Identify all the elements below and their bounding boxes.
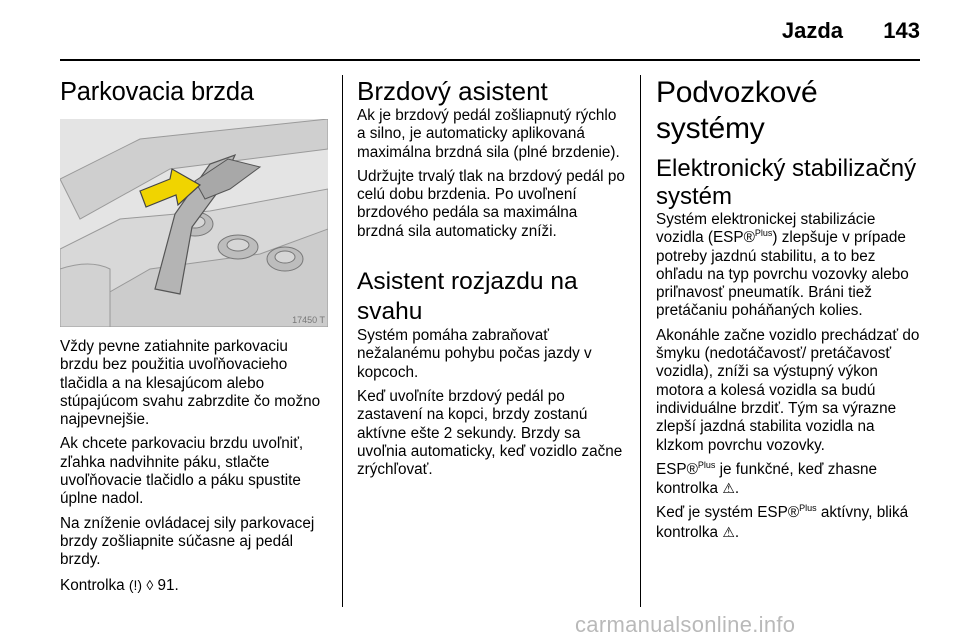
- section-title-chassis-systems: Podvozkové systémy: [656, 76, 818, 145]
- watermark: carmanualsonline.info: [575, 612, 796, 637]
- section-title-esp: Elektronický stabilizačný systém: [656, 155, 917, 210]
- section-title-hill-start-assist: Asistent rozjazdu na svahu: [357, 268, 578, 326]
- parking-brake-lever-drawing: [60, 119, 328, 327]
- figure-number: 17450 T: [292, 315, 325, 325]
- column-parking-brake: [60, 73, 328, 601]
- paragraph: Ak chcete parkovaciu brzdu uvoľniť, zľahka nadvihnite páku, stlačte uvoľňovacie tlačidlo a páku spustite úplne nadol.: [60, 435, 304, 508]
- page-number: 143: [883, 18, 920, 43]
- esp-warning-light-icon: ⚠: [722, 523, 735, 540]
- esp-warning-light-icon: ⚠: [722, 480, 735, 497]
- paragraph-esp-active: Keď je systém ESP®$^{Plus}$ aktívny, bliká kontrolka ⚠.: [656, 503, 909, 541]
- section-title-brake-assist: Brzdový asistent: [357, 76, 548, 106]
- paragraph: Systém pomáha zabraňovať nežalanému pohybu počas jazdy v kopcoch.: [357, 327, 592, 381]
- header-rule: [60, 59, 920, 61]
- section-title-parking-brake: Parkovacia brzda: [60, 78, 254, 106]
- parking-brake-illustration: [60, 119, 328, 327]
- paragraph-esp-off: ESP®$^{Plus}$ je funkčné, keď zhasne kontrolka ⚠.: [656, 459, 878, 498]
- paragraph: Keď uvoľníte brzdový pedál po zastavení na kopci, brzdy zostanú aktívne ešte 2 sekundy. Brzdy sa uvoľnia automaticky, keď vozidlo začne zrýchľovať.: [357, 387, 623, 479]
- paragraph: Udržujte trvalý tlak na brzdový pedál po celú dobu brzdenia. Po uvoľnení brzdového pedála sa maximálna brzdná sila automaticky zníži.: [357, 167, 625, 240]
- paragraph: Akonáhle začne vozidlo prechádzať do šmyku (nedotáčavosť/ pretáčavosť vozidla), zníži sa výstupný výkon motora a kolesá vozidla sa budú individuálne brzdiť. Tým sa výrazne zlepší jazdná stabilita vozidla na klzkom povrchu vozovky.: [656, 326, 920, 454]
- paragraph: Ak je brzdový pedál zošliapnutý rýchlo a silno, je automaticky aplikovaná maximálna brzdná sila (plné brzdenie).: [357, 107, 620, 161]
- column-separator-1: [342, 75, 343, 607]
- column-brake-assist: [357, 73, 625, 485]
- page-header-section: Jazda: [781, 18, 843, 43]
- column-separator-2: [640, 75, 641, 607]
- paragraph-esp-intro: Systém elektronickej stabilizácie vozidla (ESP®$^{Plus}$) zlepšuje v prípade potreby jazdnú stabilitu, a to bez ohľadu na typ povrchu vozovky alebo priľnavosť pneumatík. Bráni tiež pretáčaniu poháňaných kolies.: [656, 211, 909, 320]
- paragraph-warning-light: Kontrolka (!) ◊ 91.: [60, 576, 179, 594]
- paragraph: Na zníženie ovládacej sily parkovacej brzdy zošliapnite súčasne aj pedál brzdy.: [60, 514, 315, 569]
- paragraph: Vždy pevne zatiahnite parkovaciu brzdu bez použitia uvoľňovacieho tlačidla a na klesajúcom alebo stúpajúcom svahu zabrzdite čo možno najpevnejšie.: [60, 338, 321, 429]
- column-chassis-systems: [656, 73, 924, 548]
- brake-warning-light-icon: (!): [128, 576, 143, 593]
- page-reference-icon: ◊: [146, 576, 154, 593]
